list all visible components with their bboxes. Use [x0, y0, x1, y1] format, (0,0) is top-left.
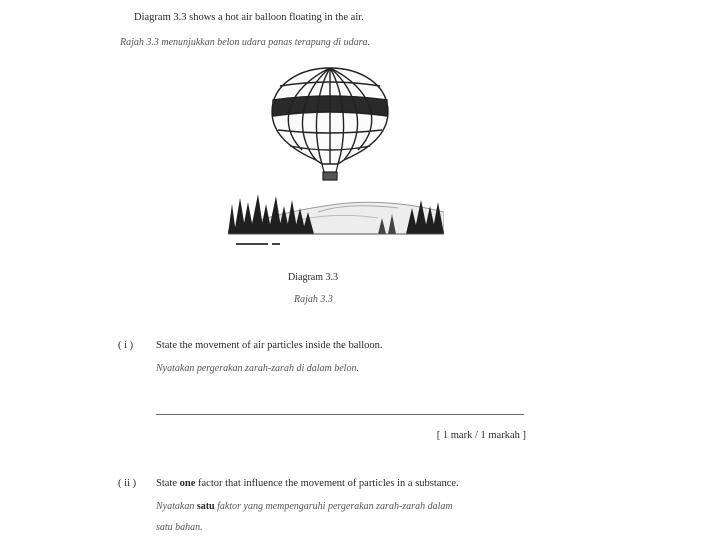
question-2-text-en: State one factor that influence the movement of particles in a substance. — [156, 478, 459, 489]
question-2-text-ms-line2: satu bahan. — [156, 522, 203, 533]
question-1-text-ms: Nyatakan pergerakan zarah-zarah di dalam belon. — [156, 363, 359, 374]
question-1-number: ( i ) — [118, 340, 134, 351]
question-2-number: ( ii ) — [118, 478, 137, 489]
figure-caption-en: Diagram 3.3 — [288, 272, 338, 283]
question-2-keyword-en: one — [179, 478, 196, 489]
question-2-text-ms: Nyatakan satu faktor yang mempengaruhi pergerakan zarah-zarah dalam — [156, 501, 453, 512]
intro-text-ms: Rajah 3.3 menunjukkan belon udara panas terapung di udara. — [120, 37, 370, 48]
landscape — [228, 194, 444, 244]
question-2-keyword-ms: satu — [196, 501, 215, 512]
hot-air-balloon-illustration — [228, 62, 444, 262]
figure-caption-ms: Rajah 3.3 — [294, 294, 333, 305]
balloon-envelope — [272, 68, 388, 164]
question-1-text-en: State the movement of air particles inside the balloon. — [156, 340, 383, 351]
balloon-basket — [322, 164, 338, 180]
answer-line[interactable] — [156, 414, 524, 415]
question-1-marks: [ 1 mark / 1 markah ] — [436, 430, 526, 441]
intro-text-en: Diagram 3.3 shows a hot air balloon floating in the air. — [134, 12, 364, 23]
